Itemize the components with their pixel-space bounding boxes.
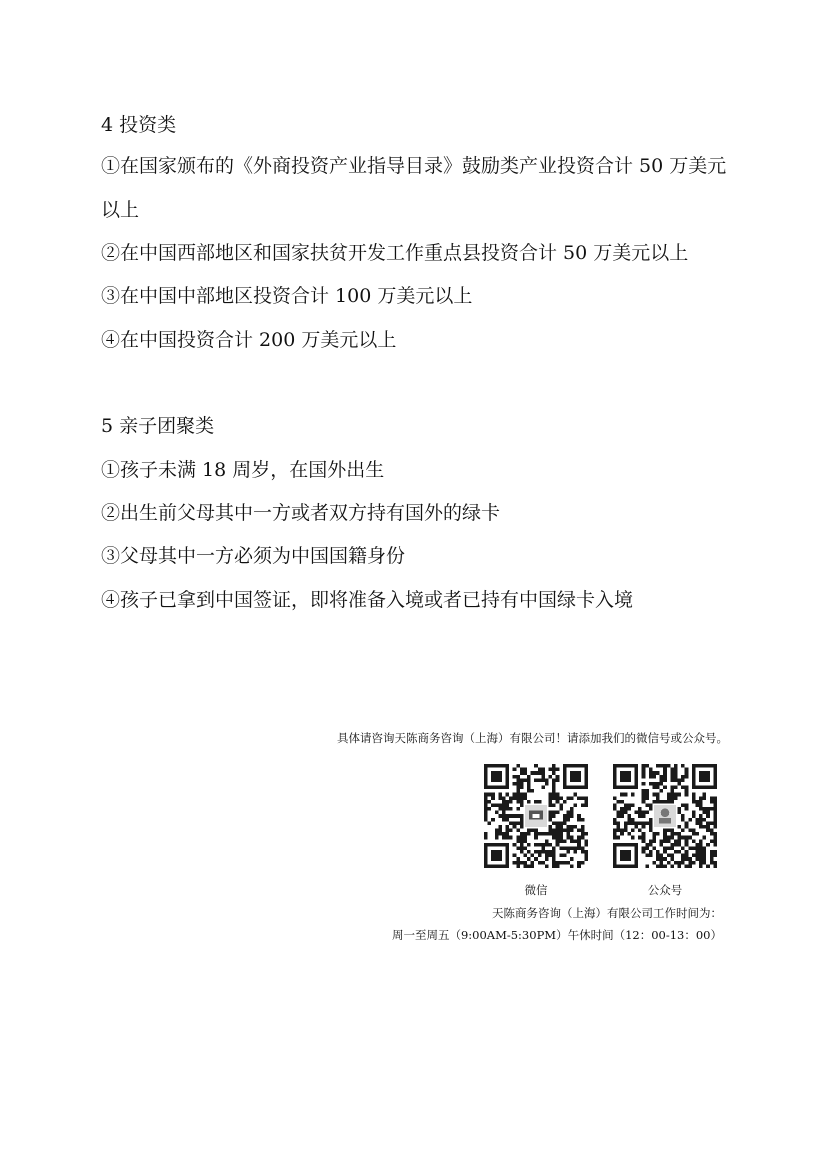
family-item-3: ③父母其中一方必须为中国国籍身份: [101, 545, 406, 567]
investment-item-2: ②在中国西部地区和国家扶贫开发工作重点县投资合计 50 万美元以上: [101, 242, 689, 264]
working-hours-detail: 周一至周五（9:00AM-5:30PM）午休时间（12：00-13：00）: [391, 928, 722, 942]
investment-item-1: ①在国家颁布的《外商投资产业指导目录》鼓励类产业投资合计 50 万美元: [101, 155, 727, 177]
investment-item-1-continued: 以上: [101, 199, 140, 221]
official-account-qr-code-graphic: [613, 764, 717, 868]
wechat-qr-code-graphic: [484, 764, 588, 868]
family-item-1: ①孩子未满 18 周岁，在国外出生: [101, 459, 385, 481]
wechat-qr-code-icon: [484, 764, 588, 868]
contact-note: 具体请咨询天陈商务咨询（上海）有限公司！请添加我们的微信号或公众号。: [337, 731, 728, 745]
investment-item-3: ③在中国中部地区投资合计 100 万美元以上: [101, 285, 473, 307]
section-title-family-reunion: 5 亲子团聚类: [101, 415, 215, 437]
section-title-investment: 4 投资类: [101, 114, 177, 136]
wechat-qr-label: 微信: [524, 883, 548, 897]
family-item-2: ②出生前父母其中一方或者双方持有国外的绿卡: [101, 502, 501, 524]
working-hours-heading: 天陈商务咨询（上海）有限公司工作时间为：: [492, 906, 722, 920]
family-item-4: ④孩子已拿到中国签证，即将准备入境或者已持有中国绿卡入境: [101, 589, 634, 611]
official-account-qr-label: 公众号: [647, 883, 683, 897]
official-account-qr-code-icon: [613, 764, 717, 868]
investment-item-4: ④在中国投资合计 200 万美元以上: [101, 329, 397, 351]
